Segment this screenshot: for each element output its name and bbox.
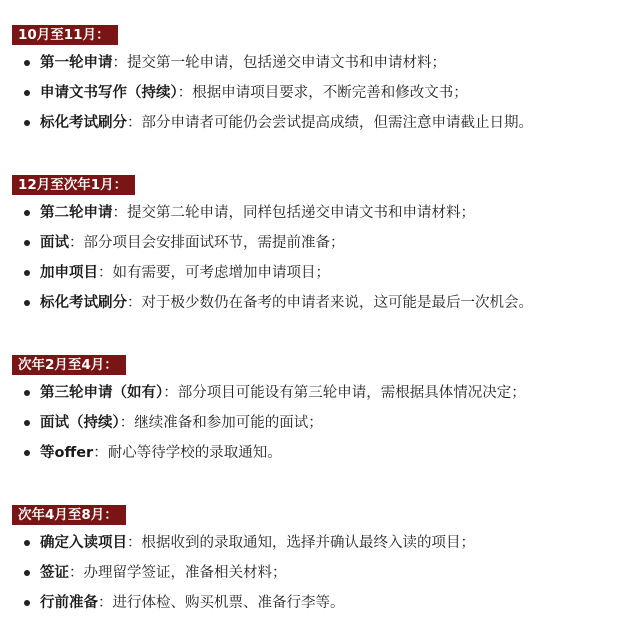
item-text: 提交第一轮申请，包括递交申请文书和申请材料； — [127, 55, 446, 71]
item-separator: ： — [98, 595, 113, 611]
period-tag: 10月至11月： — [12, 25, 118, 45]
list-item — [0, 113, 629, 143]
item-list — [0, 53, 629, 143]
bullet-dot-icon — [24, 60, 30, 66]
item-text: 部分申请者可能仍会尝试提高成绩，但需注意申请截止日期。 — [141, 115, 533, 131]
item-list — [0, 203, 629, 323]
list-item — [0, 203, 629, 233]
list-item — [0, 443, 629, 473]
bullet-dot-icon — [24, 450, 30, 456]
item-separator: ： — [163, 385, 178, 401]
item-text: 对于极少数仍在备考的申请者来说，这可能是最后一次机会。 — [141, 295, 533, 311]
list-item — [0, 533, 629, 563]
item-separator: ： — [98, 265, 113, 281]
bullet-dot-icon — [24, 600, 30, 606]
item-separator: ： — [127, 115, 142, 131]
item-separator: ： — [93, 445, 108, 461]
item-list — [0, 533, 629, 623]
period-tag: 次年2月至4月： — [12, 355, 126, 375]
item-text: 部分项目可能设有第三轮申请，需根据具体情况决定； — [177, 385, 526, 401]
item-text: 根据收到的录取通知，选择并确认最终入读的项目； — [141, 535, 475, 551]
list-item — [0, 233, 629, 263]
item-label: 申请文书写作（持续） — [40, 85, 178, 101]
item-label: 签证 — [40, 565, 69, 581]
bullet-dot-icon — [24, 390, 30, 396]
item-label: 第二轮申请 — [40, 205, 113, 221]
item-separator: ： — [127, 295, 142, 311]
bullet-dot-icon — [24, 120, 30, 126]
bullet-dot-icon — [24, 540, 30, 546]
item-text: 办理留学签证，准备相关材料； — [83, 565, 287, 581]
bullet-dot-icon — [24, 240, 30, 246]
item-separator: ： — [127, 535, 142, 551]
item-text: 如有需要，可考虑增加申请项目； — [112, 265, 330, 281]
item-label: 面试 — [40, 235, 69, 251]
list-item — [0, 83, 629, 113]
item-separator: ： — [177, 85, 193, 101]
list-item — [0, 383, 629, 413]
item-text: 部分项目会安排面试环节，需提前准备； — [83, 235, 345, 251]
item-label: 面试（持续） — [40, 415, 120, 431]
item-separator: ： — [69, 235, 84, 251]
item-separator: ： — [119, 415, 135, 431]
list-item — [0, 53, 629, 83]
item-label: 等offer — [40, 445, 94, 461]
item-text: 耐心等待学校的录取通知。 — [107, 445, 282, 461]
item-label: 第一轮申请 — [40, 55, 113, 71]
item-separator: ： — [69, 565, 84, 581]
item-text: 提交第二轮申请，同样包括递交申请文书和申请材料； — [127, 205, 475, 221]
bullet-dot-icon — [24, 300, 30, 306]
item-label: 标化考试刷分 — [40, 295, 127, 311]
list-item — [0, 563, 629, 593]
bullet-dot-icon — [24, 570, 30, 576]
item-label: 第三轮申请（如有） — [40, 385, 164, 401]
bullet-dot-icon — [24, 420, 30, 426]
item-separator: ： — [112, 55, 127, 71]
period-tag: 次年4月至8月： — [12, 505, 126, 525]
item-text: 进行体检、购买机票、准备行李等。 — [112, 595, 345, 611]
bullet-dot-icon — [24, 210, 30, 216]
list-item — [0, 413, 629, 443]
item-label: 加申项目 — [40, 265, 98, 281]
period-tag: 12月至次年1月： — [12, 175, 135, 195]
item-list — [0, 383, 629, 473]
bullet-dot-icon — [24, 270, 30, 276]
item-text: 继续准备和参加可能的面试； — [134, 415, 323, 431]
list-item — [0, 293, 629, 323]
list-item — [0, 593, 629, 623]
item-text: 根据申请项目要求，不断完善和修改文书； — [192, 85, 468, 101]
item-separator: ： — [112, 205, 127, 221]
item-label: 行前准备 — [40, 595, 98, 611]
list-item — [0, 263, 629, 293]
item-label: 标化考试刷分 — [40, 115, 127, 131]
bullet-dot-icon — [24, 90, 30, 96]
item-label: 确定入读项目 — [40, 535, 127, 551]
